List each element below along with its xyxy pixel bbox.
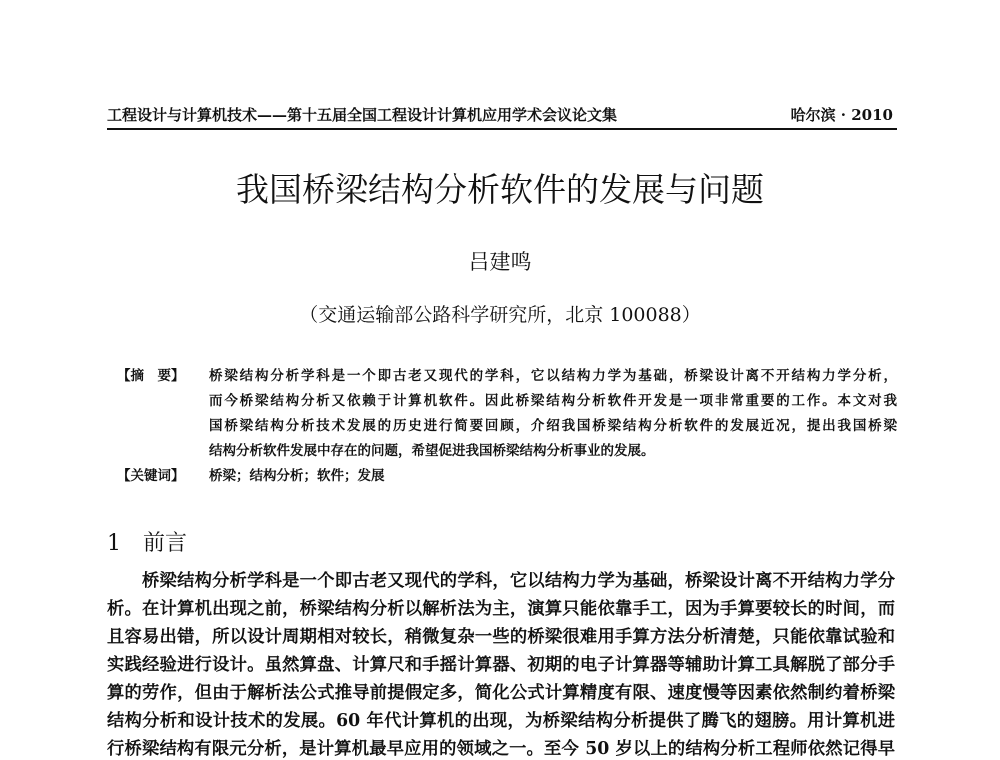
section-heading: 1 前言	[107, 531, 187, 556]
abstract-line: 桥梁结构分析学科是一个即古老又现代的学科，它以结构力学为基础，桥梁设计离不开结构力学分析，	[209, 368, 897, 384]
body-line: 结构分析和设计技术的发展。60 年代计算机的出现，为桥梁结构分析提供了腾飞的翅膀。用计算机进	[107, 711, 895, 731]
abstract-label: 【摘 要】	[117, 368, 185, 384]
body-line: 实践经验进行设计。虽然算盘、计算尺和手摇计算器、初期的电子计算器等辅助计算工具解脱了部分手	[107, 655, 895, 675]
header-location-year: 哈尔滨 · 2010	[790, 106, 893, 124]
body-line: 析。在计算机出现之前，桥梁结构分析以解析法为主，演算只能依靠手工，因为手算要较长的时间，而	[107, 599, 895, 619]
body-line: 行桥梁结构有限元分析，是计算机最早应用的领域之一。至今 50 岁以上的结构分析工程师依然记得早	[107, 739, 895, 759]
abstract-line: 而今桥梁结构分析又依赖于计算机软件。因此桥梁结构分析软件开发是一项非常重要的工作。本文对我	[209, 393, 897, 409]
keywords-label: 【关键词】	[117, 468, 185, 484]
affiliation: （交通运输部公路科学研究所，北京 100088）	[299, 304, 701, 326]
author: 吕建鸣	[468, 250, 532, 274]
body-line: 桥梁结构分析学科是一个即古老又现代的学科，它以结构力学为基础，桥梁设计离不开结构力学分	[107, 571, 895, 591]
body-line: 算的劳作，但由于解析法公式推导前提假定多，简化公式计算精度有限、速度慢等因素依然制约着桥梁	[107, 683, 895, 703]
abstract-line: 结构分析软件发展中存在的问题，希望促进我国桥梁结构分析事业的发展。	[209, 443, 655, 459]
abstract-line: 国桥梁结构分析技术发展的历史进行简要回顾，介绍我国桥梁结构分析软件的发展近况，提出我国桥梁	[209, 418, 897, 434]
running-header	[107, 104, 897, 130]
paper-title: 我国桥梁结构分析软件的发展与问题	[236, 170, 764, 209]
header-proceedings: 工程设计与计算机技术——第十五届全国工程设计计算机应用学术会议论文集	[107, 106, 618, 124]
keywords-text: 桥梁；结构分析；软件；发展	[209, 468, 385, 484]
body-line: 且容易出错，所以设计周期相对较长，稍微复杂一些的桥梁很难用手算方法分析清楚，只能依靠试验和	[107, 627, 895, 647]
